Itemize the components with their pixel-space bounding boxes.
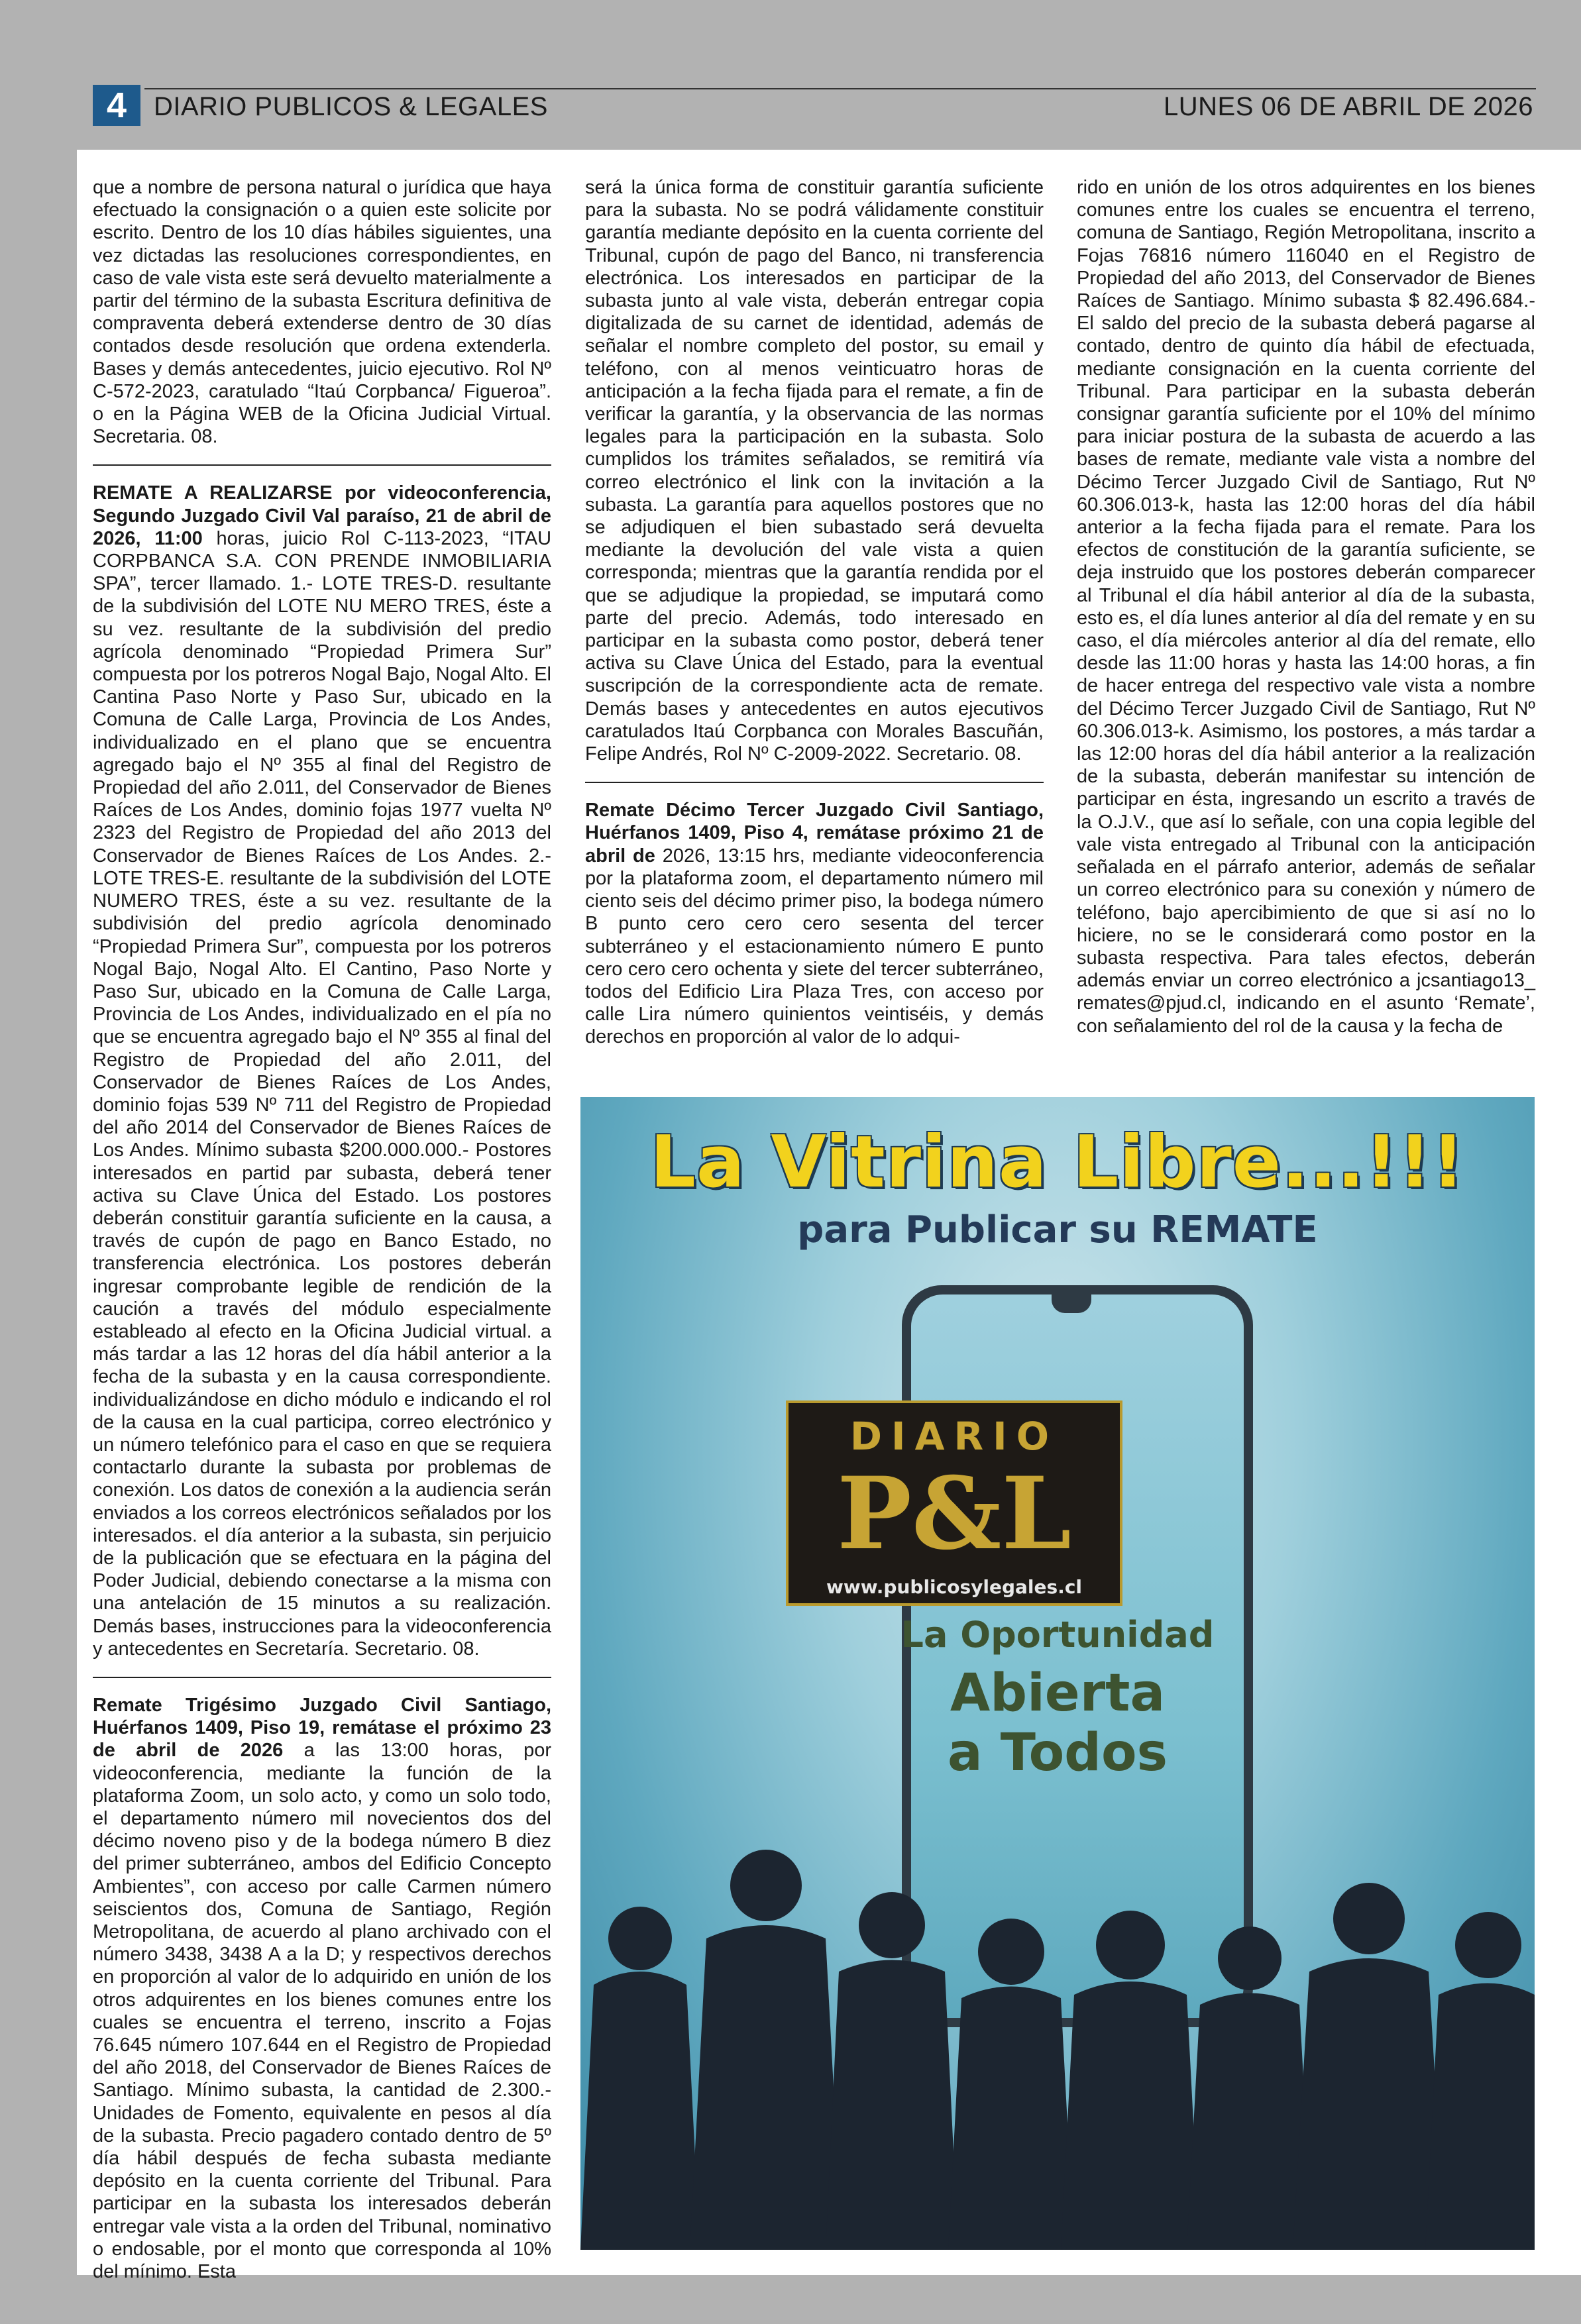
ad-subtitle: para Publicar su REMATE [797, 1208, 1318, 1251]
advertisement-banner [580, 1097, 1535, 2250]
ad-slogan-line-1: La Oportunidad [900, 1614, 1215, 1656]
notice-divider [93, 1677, 551, 1678]
header-rule [144, 88, 1536, 89]
column-3 [1077, 176, 1535, 1037]
newspaper-name: DIARIO PUBLICOS & LEGALES [154, 92, 548, 121]
logo-url: www.publicosylegales.cl [826, 1576, 1083, 1598]
person-silhouette [948, 1919, 1074, 2250]
notice-body: horas, juicio Rol C-113-2023, “ITAU CORPBANCA S.A. CON PRENDE INMOBILIARIA SPA”, tercer llamado. 1.- LOTE TRES-D. resultante de la subdivisión del LOTE NU MERO TRES, éste a su vez. resultante de la subdivisión del predio agrícola denominado “Propiedad Primera Sur” compuesta por los potreros Nogal Bajo, Nogal Alto. El Cantina Paso Norte y Paso Sur, ubicado en la Comuna de Calle Larga, Provincia de Los Andes, individualizado en el plano que se encuentra agregado bajo el Nº 355 al final del Registro de Propiedad del año 2.011, del Conservador de Bienes Raíces de Los Andes, dominio fojas 1977 vuelta Nº 2323 del Registro de Propiedad del año 2013 del Conservador de Bienes Raíces de Los Andes. 2.- LOTE TRES-E. resultante de la subdivisión del LOTE NUMERO TRES, éste a su vez. resultante de la subdivisión del predio agrícola denominado “Propiedad Primera Sur”, compuesta por los potreros Nogal Bajo, Nogal Alto. El Cantino, Paso Norte y Paso Sur, ubicado en la Comuna de Calle Larga, Provincia de Los Andes, individualizado en el pía no que se encuentra agregado bajo el Nº 355 al final del Registro de Propiedad del año 2.011, del Conservador de Bienes Raíces de Los Andes, dominio fojas 539 Nº 711 del Registro de Propiedad del año 2014 del Conservador de Bienes Raíces de Los Andes. Mínimo subasta $200.000.000.- Postores interesados en partid par subasta, deberá tener activa su Clave Única del Estado. Los postores deberán constituir garantía suficiente en la causa, a través de cupón de pago en Banco Estado, no transferencia electrónica. Los postores deberán ingresar comprobante legible de rendición de la caución a través del módulo especialmente estableado al efecto en la Oficina Judicial virtual. a más tardar a las 12 horas del día hábil anterior a la fecha de la subasta y en la causa correspondiente. individualizándose en dicho módulo e indicando el rol de la causa en la cual participa, correo electrónico y un número telefónico para el caso en que se requiera contactarlo durante la subasta por problemas de conexión. Los datos de conexión a la audiencia serán enviados a los correos electrónicos señalados por los interesados. el día anterior a la subasta, sin perjuicio de la publicación que se efectuara en la página del Poder Judicial, debiendo conectarse a la misma con una antelación de 15 minutos a su realización. Demás bases, instrucciones para la videoconferencia y antecedentes en Secretaría. Secretario. 08. [93, 527, 552, 1660]
notice-heading: Remate Trigésimo Juzgado Civil Santiago, Huérfanos 1409, Piso 19, remátase el próximo 23 de abril de 2026 [93, 1695, 551, 1762]
notice-remate-trigesimo [93, 1694, 551, 2283]
logo-pl-text: P&L [837, 1455, 1071, 1572]
notice-continuation: será la única forma de constituir garantía suficiente para la subasta. No se podrá válidamente constituir garantía mediante depósito en la cuenta corriente del Tribunal, cupón de pago del Banco, ni transferencia electrónica. Los interesados en participar de la subasta junto al vale vista, deberán entregar copia digitalizada de su carnet de identidad, además de señalar el nombre completo del postor, su email y teléfono, con al menos veinticuatro horas de anticipación a la fecha fijada para el remate, a fin de verificar la garantía, y la observancia de las normas legales para la participación en la subasta. Solo cumplidos los trámites señalados, se remitirá vía correo electrónico el link con la invitación a la subasta. La garantía para aquellos postores que no se adjudiquen el bien subastado será devuelta mediante la devolución del vale vista a quien corresponda; mientras que la garantía rendida por el que se adjudique la propiedad, se imputará como parte del precio. Además, todo interesado en participar en la subasta como postor, deberá tener activa su Clave Única del Estado, para la eventual suscripción de la correspondiente acta de remate. Demás bases y antecedentes en autos ejecutivos caratulados Itaú Corpbanca con Morales Bascuñán, Felipe Andrés, Rol Nº C-2009-2022. Secretario. 08. [585, 177, 1044, 765]
notice-heading: REMATE A REALIZARSE por videoconferencia, Segundo Juzgado Civil Val paraíso, 21 de abril de 2026, 11:00 [93, 482, 551, 549]
notice-heading: Remate Décimo Tercer Juzgado Civil Santiago, Huérfanos 1409, Piso 4, remátase próximo 21 de abril de [585, 800, 1044, 867]
notice-divider [93, 464, 551, 466]
logo-diario-text: DIARIO [849, 1414, 1059, 1459]
ad-title: La Vitrina Libre...!!! [650, 1121, 1465, 1204]
issue-date: LUNES 06 DE ABRIL DE 2026 [1164, 92, 1533, 121]
notice-body: 2026, 13:15 hrs, mediante videoconferencia por la plataforma zoom, el departamento número mil ciento seis del décimo primer piso, la bodega número B punto cero cero cero sesenta del tercer subterráneo y el estacionamiento número E punto cero cero cero ochenta y siete del tercer subterráneo, todos del Edificio Lira Plaza Tres, con acceso por calle Lira número quinientos veintiséis, y demás derechos en proporción al valor de lo adqui- [585, 845, 1044, 1048]
notice-remate-valparaiso [93, 482, 551, 1660]
notice-body: a las 13:00 horas, por videoconferencia, mediante la función de la plataforma Zoom, un solo acto, y como un solo todo, el departamento número mil novecientos dos del décimo noveno piso y de la bodega número B diez del primer subterráneo, ambos del Edificio Concepto Ambientes”, con acceso por calle Carmen número seiscientos dos, Comuna de Santiago, Región Metropolitana, de acuerdo al plano archivado con el número 3438, 3438 A a la D; y respectivos derechos en proporción al valor de lo adquirido en unión de los otros adquirentes en los bienes comunes entre los cuales se encuentra el terreno, inscrito a Fojas 76.645 número 107.644 en el Registro de Propiedad del año 2018, del Conservador de Bienes Raíces de Santiago. Mínimo subasta, la cantidad de 2.300.- Unidades de Fomento, equivalente en pesos al día de la subasta. Precio pagadero contado dentro de 5º día hábil después de fecha subasta mediante depósito en la cuenta corriente del Tribunal. Para participar en la subasta los interesados deberán entregar vale vista a la orden del Tribunal, nominativo o endosable, por el monto que corresponda al 10% del mínimo. Esta [93, 1740, 551, 2283]
page-number: 4 [93, 85, 140, 126]
diario-pl-logo [786, 1400, 1122, 1606]
person-silhouette [1293, 1883, 1445, 2250]
person-silhouette [690, 1850, 842, 2250]
ad-slogan-line-3: a Todos [947, 1723, 1168, 1783]
notice-remate-decimo-tercer [585, 799, 1044, 1048]
person-silhouette [580, 1907, 700, 2250]
column-2 [585, 176, 1044, 1049]
person-silhouette [1061, 1911, 1200, 2250]
page-header [93, 85, 1536, 126]
notice-divider [585, 782, 1044, 783]
notice-continuation: que a nombre de persona natural o jurídica que haya efectuado la consignación o a quien este solicite por escrito. Dentro de los 10 días hábiles siguientes, una vez dictadas las resoluciones correspondientes, en caso de vale vista este será devuelto materialmente a partir del término de la subasta Escritura definitiva de compraventa deberá extenderse dentro de 30 días contados desde resolución que ordena extenderla. Bases y demás antecedentes, juicio ejecutivo. Rol Nº C-572-2023, caratulado “Itaú Corpbanca/ Figueroa”. o en la Página WEB de la Oficina Judicial Virtual. Secretaria. 08. [93, 177, 551, 448]
ad-slogan-line-2: Abierta [950, 1664, 1166, 1723]
notice-continuation: rido en unión de los otros adquirentes en los bienes comunes entre los cuales se encuentra el terreno, comuna de Santiago, Región Metropolitana, inscrito a Fojas 76816 número 116040 en el Registro de Propiedad del año 2013, del Conservador de Bienes Raíces de Santiago. Mínimo subasta $ 82.496.684.- El saldo del precio de la subasta deberá pagarse al contado, dentro de quinto día hábil de efectuada, mediante consignación en la cuenta corriente del Tribunal. Para participar en la subasta deberán consignar garantía suficiente por el 10% del mínimo para iniciar postura de la subasta de acuerdo a las bases de remate, mediante vale vista a nombre del Décimo Tercer Juzgado Civil de Santiago, Rut Nº 60.306.013-k, hasta las 12:00 horas del día hábil anterior a la fecha fijada para el remate. Para los efectos de constitución de la garantía suficiente, se deja instruido que los postores deberán comparecer al Tribunal el día hábil anterior al día de la subasta, esto es, el día lunes anterior al día del remate y en su caso, el día miércoles anterior al día del remate, ello desde las 11:00 horas y hasta las 14:00 horas, a fin de hacer entrega del respectivo vale vista a nombre del Décimo Tercer Juzgado Civil de Santiago, Rut Nº 60.306.013-k. Asimismo, los postores, a más tardar a las 12:00 horas del día hábil anterior a la realización de la subasta, deberán manifestar su intención de participar en ésta, ingresando un escrito a través de la O.J.V., que así lo señale, con una copia legible del vale vista entregado al Tribunal con la anticipación señalada en el párrafo anterior, además de señalar un correo electrónico para su conexión y número de teléfono, bajo apercibimiento de que si así no lo hiciere, no se le considerará como postor en la subasta respectiva. Para tales efectos, deberán además enviar un correo electrónico a jcsantiago13_ remates@pjud.cl, indicando en el asunto ‘Remate’, con señalamiento del rol de la causa y la fecha de [1077, 177, 1535, 1037]
phone-notch [1052, 1293, 1091, 1313]
person-silhouette [826, 1892, 958, 2250]
column-1 [93, 176, 551, 2283]
person-silhouette [1425, 1912, 1535, 2250]
business-people-illustration [580, 1846, 1535, 2250]
person-silhouette [1187, 1927, 1313, 2250]
